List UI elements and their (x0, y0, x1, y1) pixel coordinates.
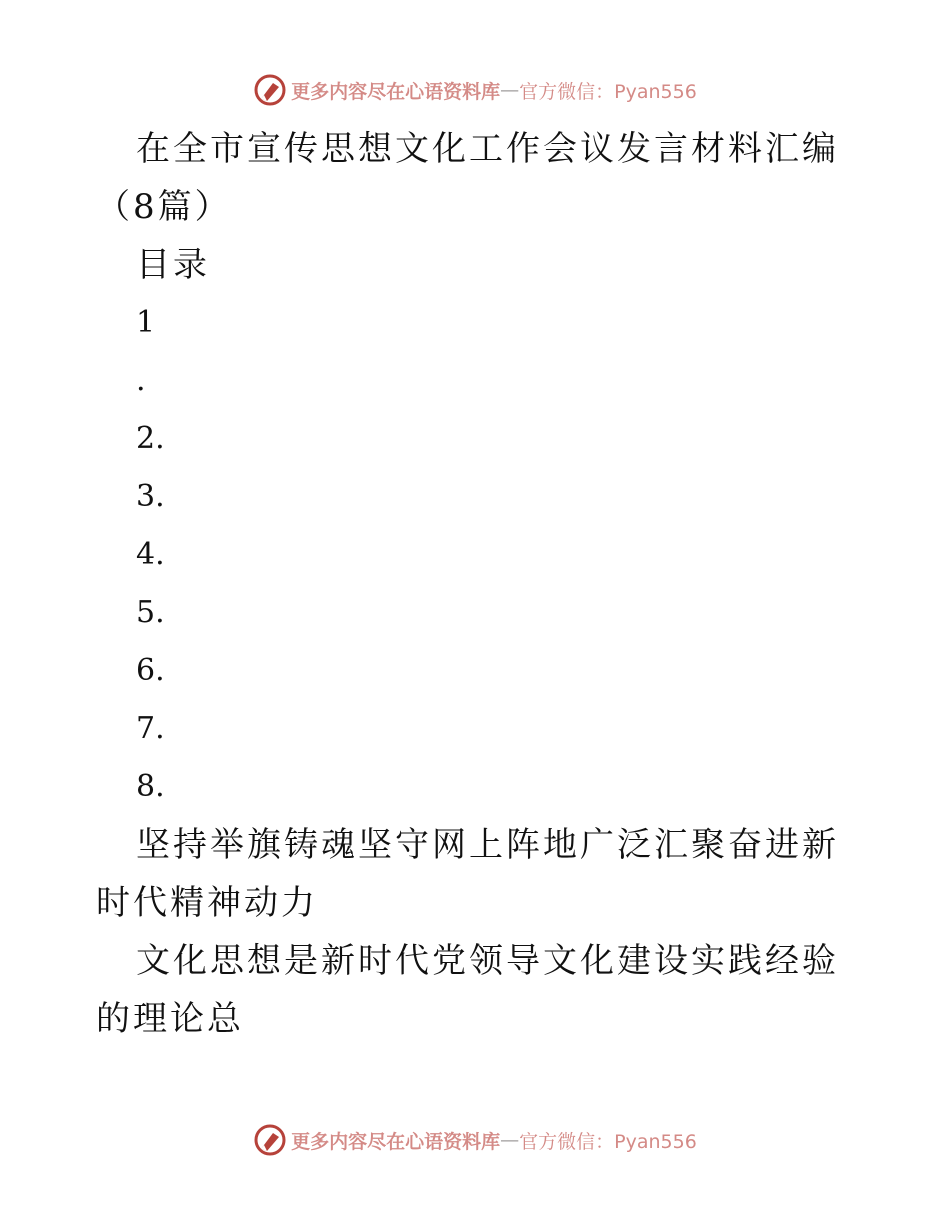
toc-item: 3. (136, 479, 165, 514)
toc-item: 7. (136, 711, 165, 746)
toc-list (96, 294, 856, 816)
toc-item: 6. (136, 653, 165, 688)
document-title: 在全市宣传思想文化工作会议发言材料汇编（8篇） (96, 129, 839, 227)
footer-wechat-text: 官方微信：Pyan556 (519, 1130, 697, 1153)
toc-item: . (136, 363, 146, 398)
pen-logo-icon (253, 73, 287, 107)
page-footer-banner (0, 1120, 950, 1160)
page-header-banner (0, 70, 950, 110)
toc-item: 8. (136, 769, 165, 804)
footer-separator: — (500, 1129, 520, 1151)
document-body (96, 120, 856, 1048)
body-paragraph: 文化思想是新时代党领导文化建设实践经验的理论总 (96, 941, 839, 1039)
toc-item: 5. (136, 595, 165, 630)
section-heading: 坚持举旗铸魂坚守网上阵地广泛汇聚奋进新时代精神动力 (96, 825, 839, 923)
toc-item: 4. (136, 537, 165, 572)
header-wechat-text: 官方微信：Pyan556 (519, 80, 697, 103)
header-separator: — (500, 79, 520, 101)
toc-item: 1 (136, 305, 156, 340)
footer-site-text: 更多内容尽在心语资料库 (291, 1130, 501, 1153)
toc-item: 2. (136, 421, 165, 456)
header-site-text: 更多内容尽在心语资料库 (291, 80, 501, 103)
pen-logo-icon (253, 1123, 287, 1157)
toc-heading: 目录 (136, 245, 210, 285)
